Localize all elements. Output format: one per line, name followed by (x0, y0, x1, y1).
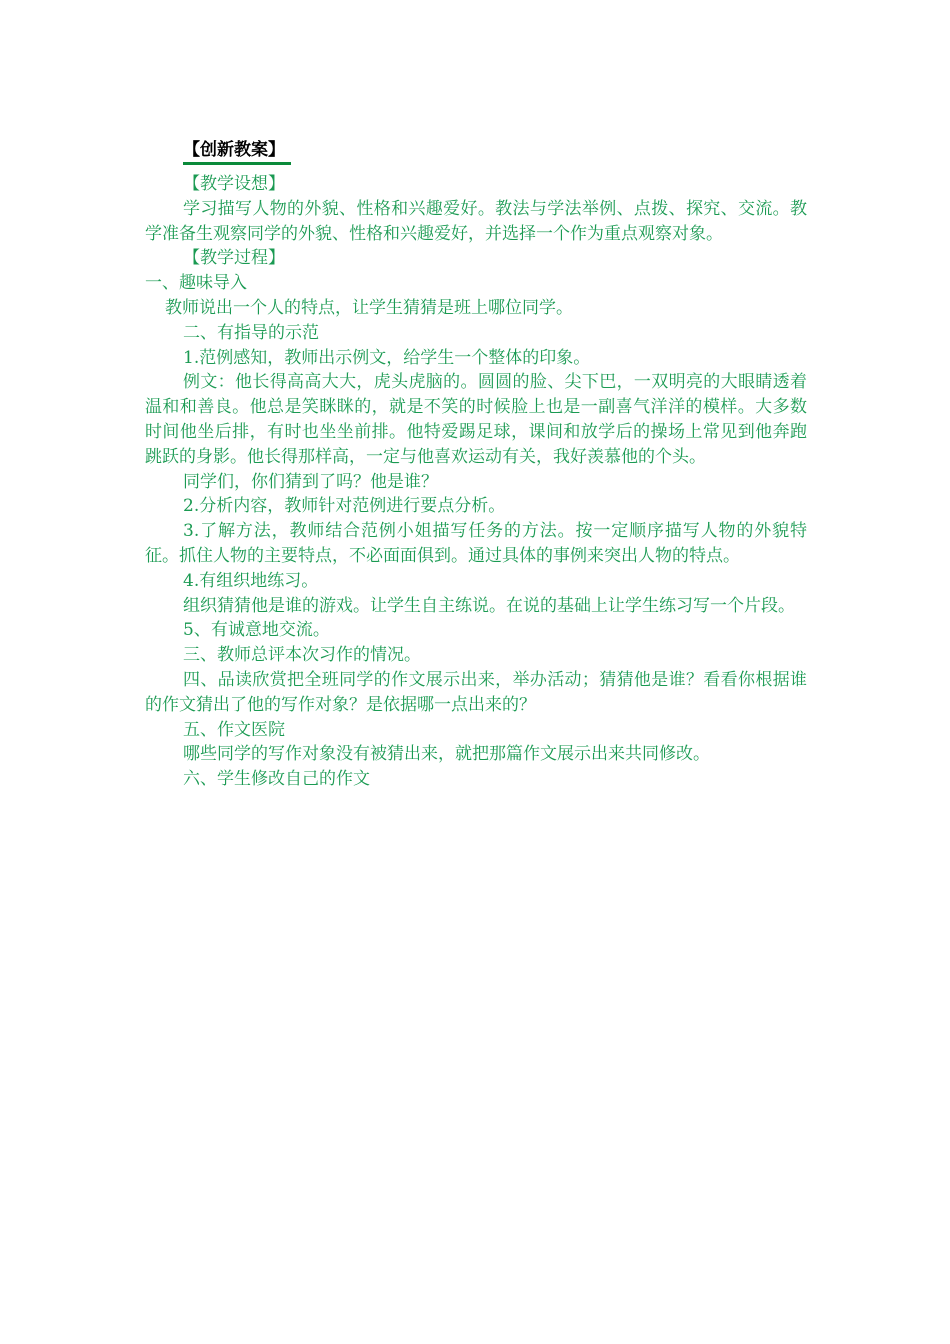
document-title: 【创新教案】 (183, 138, 291, 165)
paragraph-15: 三、教师总评本次习作的情况。 (183, 645, 421, 666)
paragraph-16: 四、品读欣赏把全班同学的作文展示出来，举办活动；猜猜他是谁？看看你根据谁的作文猜出了他的写作对象？是依据哪一点出来的？ (145, 669, 807, 715)
paragraph-12: 4.有组织地练习。 (183, 570, 319, 591)
paragraph-19: 六、学生修改自己的作文 (183, 769, 370, 790)
paragraph-17: 五、作文医院 (183, 719, 285, 740)
title-block (183, 138, 291, 165)
paragraph-7: 1.范例感知，教师出示例文，给学生一个整体的印象。 (183, 347, 591, 368)
paragraph-3: 【教学过程】 (183, 248, 285, 269)
paragraph-11: 3.了解方法，教师结合范例小姐描写任务的方法。按一定顺序描写人物的外貌特征。抓住人物的主要特点，不必面面俱到。通过具体的事例来突出人物的特点。 (145, 521, 807, 566)
paragraph-2: 学习描写人物的外貌、性格和兴趣爱好。教法与学法举例、点拨、探究、交流。教学准备生观察同学的外貌、性格和兴趣爱好，并选择一个作为重点观察对象。 (145, 198, 807, 244)
paragraph-6: 二、有指导的示范 (183, 322, 319, 343)
paragraph-4: 一、趣味导入 (145, 273, 247, 294)
paragraph-13: 组织猜猜他是谁的游戏。让学生自主练说。在说的基础上让学生练习写一个片段。 (183, 595, 795, 616)
paragraph-1: 【教学设想】 (183, 174, 285, 194)
paragraph-8: 例文：他长得高高大大，虎头虎脑的。圆圆的脸、尖下巴，一双明亮的大眼睛透着温和和善良。他总是笑眯眯的，就是不笑的时候脸上也是一副喜气洋洋的模样。大多数时间他坐后排，有时也坐坐前排。他特爱踢足球，课间和放学后的操场上常见到他奔跑跳跃的身影。他长得那样高，一定与他喜欢运动有关，我好羡慕他的个头。 (145, 372, 807, 467)
document-body (145, 172, 807, 792)
paragraph-5: 教师说出一个人的特点，让学生猜猜是班上哪位同学。 (165, 297, 573, 318)
paragraph-9: 同学们，你们猜到了吗？他是谁？ (183, 471, 438, 492)
paragraph-18: 哪些同学的写作对象没有被猜出来，就把那篇作文展示出来共同修改。 (183, 744, 710, 765)
paragraph-10: 2.分析内容，教师针对范例进行要点分析。 (183, 496, 506, 517)
paragraph-14: 5、有诚意地交流。 (183, 620, 330, 641)
